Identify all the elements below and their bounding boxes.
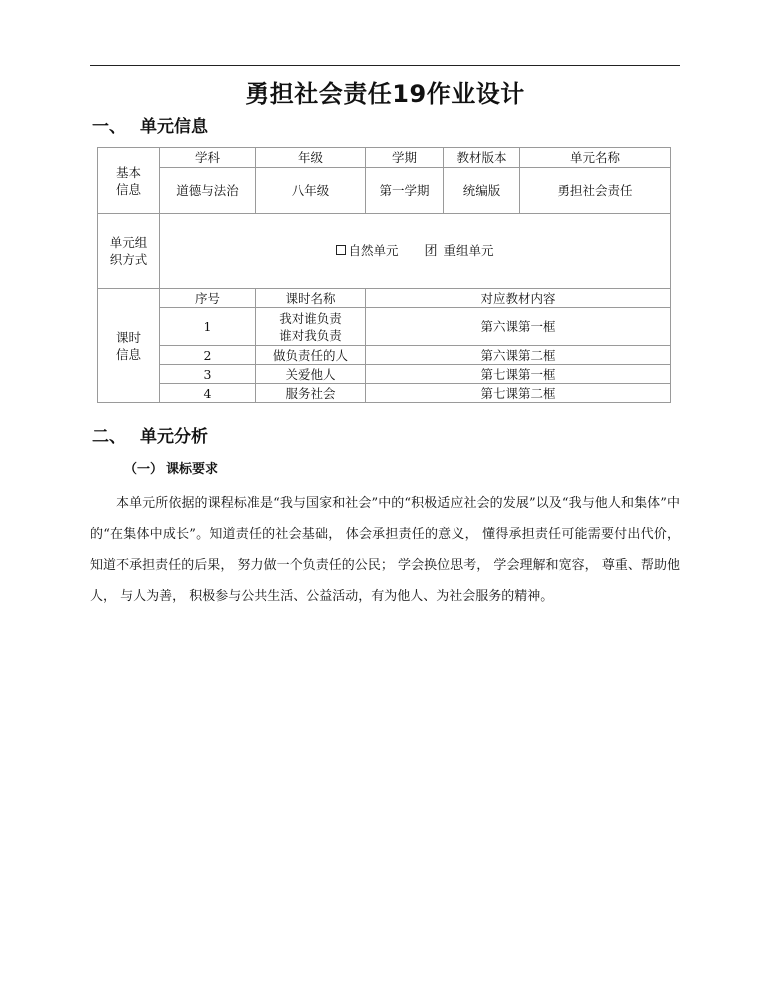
header-cell: 课时名称 [256,289,366,308]
header-cell: 对应教材内容 [366,289,671,308]
lesson-info-label: 课时 信息 [98,289,160,403]
header-cell: 学科 [160,148,256,168]
value-cell: 第一学期 [366,168,444,214]
lesson-no: 2 [160,346,256,365]
top-rule [90,65,680,66]
table-row [98,365,671,384]
unchecked-box-icon[interactable] [336,245,346,255]
header-cell: 年级 [256,148,366,168]
table-row [98,168,671,214]
table-row [98,148,671,168]
lesson-no: 4 [160,384,256,403]
subsection-heading-curriculum [124,458,218,477]
lesson-name: 我对谁负责 谁对我负责 [256,308,366,346]
table-row [98,308,671,346]
subsection-number: （一） [124,462,164,477]
section-heading-unit-analysis [92,422,208,447]
checked-box-icon[interactable]: 团 [424,244,438,259]
section-heading-unit-info [92,112,208,137]
section-label: 单元分析 [140,427,208,447]
lesson-content: 第六课第二框 [366,346,671,365]
curriculum-paragraph: 本单元所依据的课程标准是“我与国家和社会”中的“积极适应社会的发展”以及“我与他人和集体”中的“在集体中成长”。知道责任的社会基础， 体会承担责任的意义， 懂得承担责任可能需要付出代价， 知道不承担责任的后果， 努力做一个负责任的公民； 学会换位思考， 学会理解和宽容， 尊重、帮助他人， 与人为善， 积极参与公共生活、公益活动，有为他人、为社会服务的精神。 [90,496,680,604]
lesson-content: 第七课第二框 [366,384,671,403]
value-cell: 八年级 [256,168,366,214]
section-number: 一、 [92,117,126,137]
page-title: 勇担社会责任19作业设计 [245,80,525,108]
table-row [98,214,671,289]
value-cell: 统编版 [444,168,520,214]
table-row [98,346,671,365]
value-cell: 勇担社会责任 [520,168,671,214]
lesson-name: 服务社会 [256,384,366,403]
lesson-name: 做负责任的人 [256,346,366,365]
lesson-name: 关爱他人 [256,365,366,384]
header-cell: 教材版本 [444,148,520,168]
option-regrouped-unit: 重组单元 [443,243,494,258]
org-label: 单元组 织方式 [98,214,160,289]
org-options [160,214,671,289]
header-cell: 单元名称 [520,148,671,168]
subsection-label: 课标要求 [166,462,219,477]
section-label: 单元信息 [140,117,208,137]
table-row [98,289,671,308]
value-cell: 道德与法治 [160,168,256,214]
option-natural-unit: 自然单元 [348,243,399,258]
unit-info-table [97,147,671,403]
header-cell: 学期 [366,148,444,168]
header-cell: 序号 [160,289,256,308]
lesson-content: 第六课第一框 [366,308,671,346]
lesson-no: 1 [160,308,256,346]
basic-info-label: 基本 信息 [98,148,160,214]
lesson-content: 第七课第一框 [366,365,671,384]
lesson-no: 3 [160,365,256,384]
section-number: 二、 [92,427,126,447]
table-row [98,384,671,403]
